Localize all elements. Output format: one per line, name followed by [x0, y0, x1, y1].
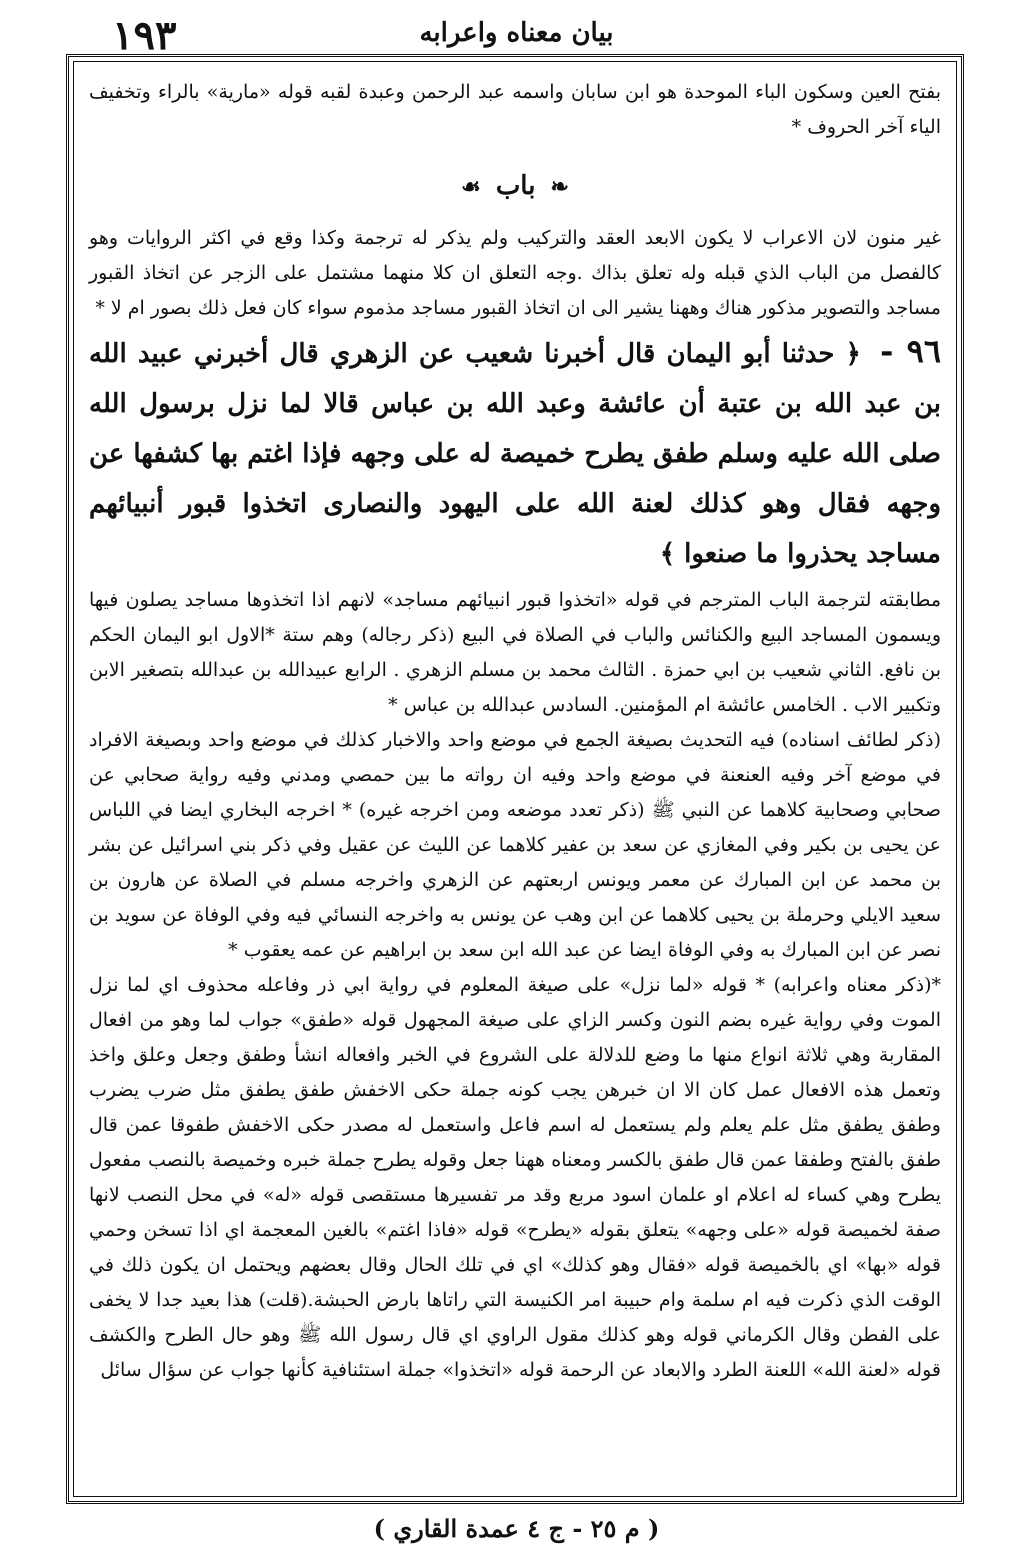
- commentary-paragraph-1: مطابقته لترجمة الباب المترجم في قوله «اتخذوا قبور انبيائهم مساجد» لانهم اذا اتخذوها مساجد يصلون فيها ويسمون المساجد البيع والكنائس والباب في الصلاة في البيع (ذكر رجاله) وهم ستة *الاول ابو اليمان الحكم بن نافع. الثاني شعيب بن ابي حمزة . الثالث محمد بن مسلم الزهري . الرابع عبيدالله بن عبدالله بتصغير الابن وتكبير الاب . الخامس عائشة ام المؤمنين. السادس عبدالله بن عباس *: [89, 589, 941, 716]
- ornament-left-icon: ☙: [461, 174, 481, 200]
- ornament-right-icon: ❧: [550, 174, 569, 200]
- text-frame: [66, 54, 964, 1504]
- commentary-paragraph-3: *(ذكر معناه واعرابه) * قوله «لما نزل» على صيغة المعلوم في رواية ابي ذر وفاعله محذوف اي لما نزل الموت وفي رواية غيره بضم النون وكسر الزاي على صيغة المجهول قوله «طفق» جواب لما وهو من افعال المقاربة وهي ثلاثة انواع منها ما وضع للدلالة على الشروع في الخبر وافعاله انشأ وطفق وجعل وعلق واخذ وتعمل هذه الافعال عمل كان الا ان خبرهن يجب كونه جملة حكى الاخفش طفق يطفق مثل ضرب يضرب وطفق يطفق مثل علم يعلم ولم يستعمل له اسم فاعل واستعمل له مصدر حكى الاخفش طفوقا عمن قال طفق بالفتح وطفقا عمن قال طفق بالكسر ومعناه ههنا جعل وقوله يطرح جملة خبره وخميصة بالنصب مفعول يطرح وهي كساء له اعلام او علمان اسود مربع وقد مر تفسيرها مستقصى قوله «له» في محل النصب لانها صفة لخميصة قوله «على وجهه» يتعلق بقوله «يطرح» قوله «فاذا اغتم» بالغين المعجمة اي اذا تسخن وحمي قوله «بها» اي بالخميصة قوله «فقال وهو كذلك» اي في تلك الحال وقال بعضهم ويحتمل ان يكون ذلك في الوقت الذي ذكرت فيه ام سلمة وام حبيبة امر الكنيسة التي راتاها بارض الحبشة.(قلت) هذا بعيد جدا لا يخفى على الفطن وقال الكرماني قوله وهو كذلك مقول الراوي اي قال رسول الله ﷺ وهو حال الطرح والكشف قوله «لعنة الله» اللعنة الطرد والابعاد عن الرحمة قوله «اتخذوا» جملة استئنافية كأنها جواب عن سؤال سائل: [89, 974, 941, 1381]
- chapter-heading: [89, 171, 941, 201]
- hadith-number: ٩٦ -: [880, 332, 941, 370]
- footer-signature: ( م ٢٥ - ج ٤ عمدة القاري ): [373, 1514, 660, 1543]
- hadith-block: [89, 326, 941, 579]
- commentary-paragraph-2: (ذكر لطائف اسناده) فيه التحديث بصيغة الجمع في موضع واحد والاخبار كذلك في موضع واحد وبصيغة الافراد في موضع آخر وفيه العنعنة في موضع واحد وفيه ان رواته ما بين حمصي ومدني وفيه رواية صحابي عن صحابي وصحابية كلاهما عن النبي ﷺ (ذكر تعدد موضعه ومن اخرجه غيره) * اخرجه البخاري ايضا في اللباس عن يحيى بن بكير وفي المغازي عن سعد بن عفير كلاهما عن الليث عن عقيل وفي ذكر بني اسرائيل عن بشر بن محمد عن ابن المبارك عن معمر ويونس اربعتهم عن الزهري واخرجه مسلم في الصلاة عن هارون بن سعيد الايلي وحرملة بن يحيى كلاهما عن ابن وهب عن يونس به واخرجه النسائي فيه وفي الوفاة عن سويد بن نصر عن ابن المبارك به وفي الوفاة ايضا عن عبد الله ابن سعد بن ابراهيم عن عمه يعقوب *: [89, 729, 941, 961]
- chapter-title: باب: [495, 171, 536, 201]
- running-title: بيان معناه واعرابه: [419, 18, 614, 48]
- page-number: ١٩٣: [112, 12, 177, 59]
- intro-paragraph: بفتح العين وسكون الباء الموحدة هو ابن سابان واسمه عبد الرحمن وعبدة لقبه قوله «مارية» بالراء وتخفيف الياء آخر الحروف *: [89, 81, 941, 138]
- chapter-paragraph: غير منون لان الاعراب لا يكون الابعد العقد والتركيب ولم يذكر له ترجمة وكذا وقع في اكثر الروايات وهو كالفصل من الباب الذي قبله وله تعلق بذاك .وجه التعلق ان كلا منهما مشتمل على الزجر عن اتخاذ القبور مساجد والتصوير مذكور هناك وههنا يشير الى ان اتخاذ القبور مساجد مذموم سواء كان فعل ذلك بصور ام لا *: [89, 227, 941, 319]
- hadith-text: ﴿ حدثنا أبو اليمان قال أخبرنا شعيب عن الزهري قال أخبرني عبيد الله بن عبد الله بن عتبة أن عائشة وعبد الله بن عباس قالا لما نزل برسول الله صلى الله عليه وسلم طفق يطرح خميصة له على وجهه فإذا اغتم بها كشفها عن وجهه فقال وهو كذلك لعنة الله على اليهود والنصارى اتخذوا قبور أنبيائهم مساجد يحذروا ما صنعوا ﴾: [89, 339, 941, 569]
